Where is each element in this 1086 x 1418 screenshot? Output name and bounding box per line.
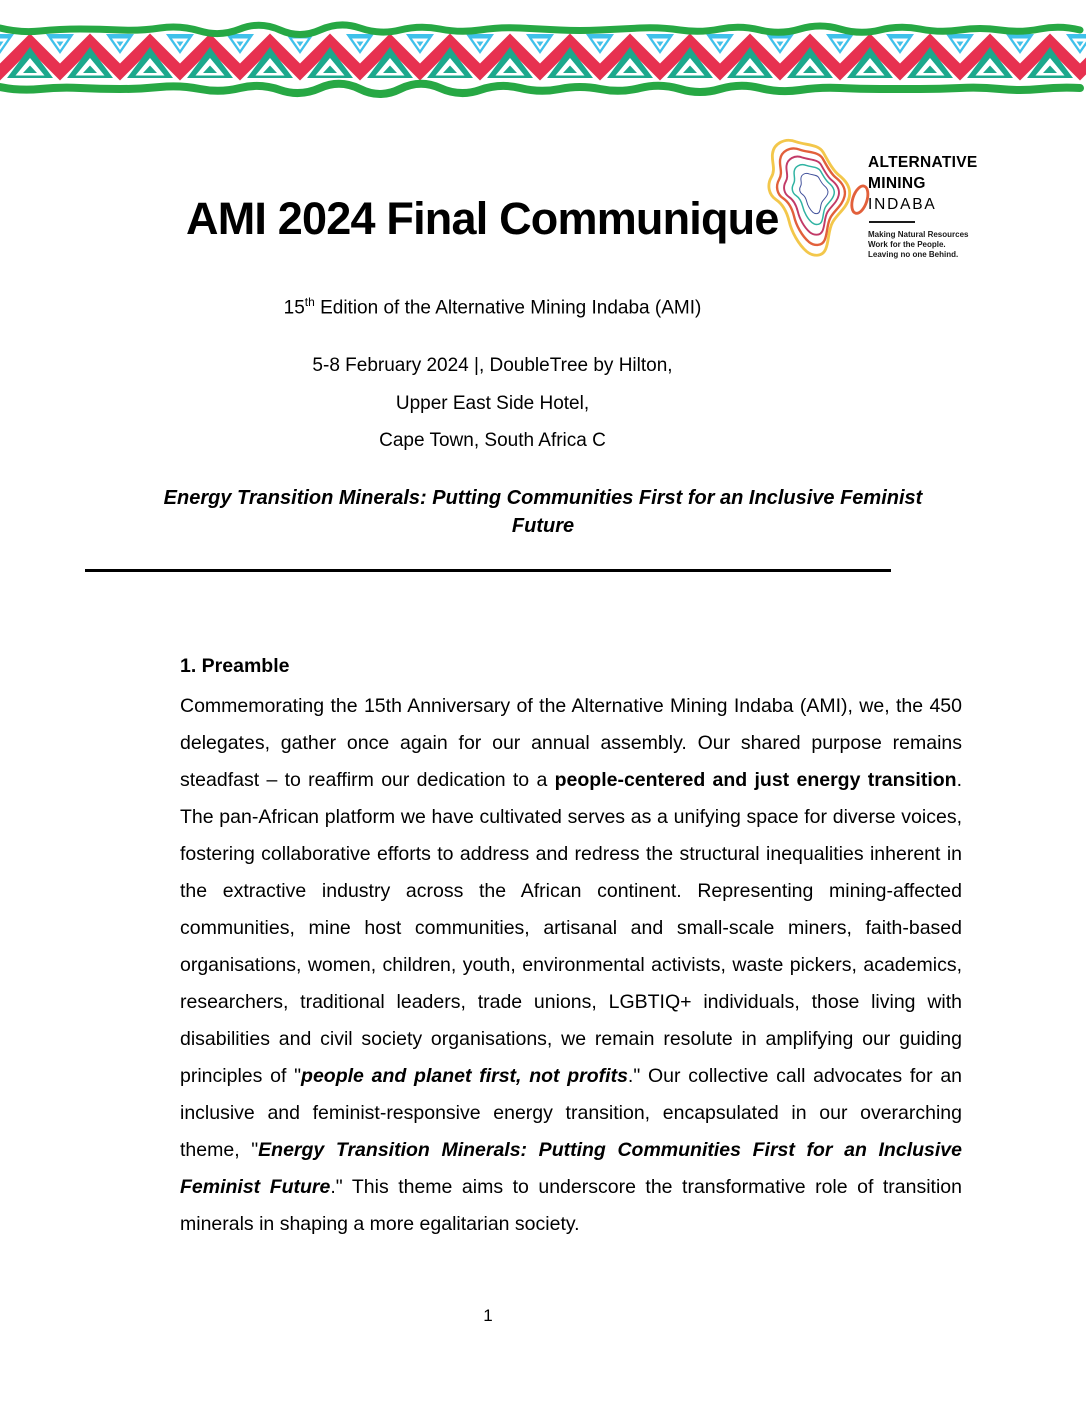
logo-tagline-line1: Making Natural Resources — [868, 230, 969, 239]
edition-ordinal-sup: th — [304, 295, 315, 309]
subtitle-hotel: Upper East Side Hotel, — [395, 393, 590, 414]
subtitle-date-venue: 5-8 February 2024 |, DoubleTree by Hilton, — [312, 355, 673, 376]
africa-ring-inner — [800, 173, 828, 213]
tribal-pattern-svg — [0, 20, 1086, 102]
page-title: AMI 2024 Final Communique — [186, 193, 779, 244]
logo-word-indaba: INDABA — [868, 196, 937, 213]
theme-line-1: Energy Transition Minerals: Putting Communities First for an Inclusive Feminist — [163, 487, 923, 509]
logo-word-mining: MINING — [868, 175, 926, 192]
tribal-pattern-border — [0, 20, 1086, 102]
logo-tagline-line2: Work for the People. — [868, 240, 946, 249]
ami-logo — [756, 128, 1006, 278]
edition-text: Edition of the Alternative Mining Indaba (AMI) — [314, 297, 702, 319]
logo-tagline-line3: Leaving no one Behind. — [868, 250, 959, 259]
theme-line-2: Future — [511, 515, 575, 537]
logo-word-alternative: ALTERNATIVE — [868, 154, 978, 171]
logo-wordmark — [868, 152, 1003, 260]
page-number: 1 — [483, 1306, 493, 1325]
logo-divider-line — [869, 221, 915, 223]
horizontal-rule — [85, 569, 891, 572]
edition-number: 15 — [283, 297, 305, 319]
subtitle-city: Cape Town, South Africa C — [379, 430, 606, 451]
subtitle-edition — [85, 295, 900, 319]
conference-theme — [108, 484, 978, 540]
section-heading-preamble: 1. Preamble — [180, 655, 290, 677]
preamble-paragraph: Commemorating the 15th Anniversary of the Alternative Mining Indaba (AMI), we, the 450 delegates, gather once again for our annual assembly. Our shared purpose remains steadfast – to reaffirm our dedication to a people-centered and just energy transition. The pan-African platform we have cultivated serves as a unifying space for diverse voices, fostering collaborative efforts to address and redress the structural inequalities inherent in the extractive industry across the African continent. Representing mining-affected communities, mine host communities, artisanal and small-scale miners, faith-based organisations, women, children, youth, environmental activists, waste pickers, academics, researchers, traditional leaders, trade unions, LGBTIQ+ individuals, those living with disabilities and civil society organisations, we remain resolute in amplifying our guiding principles of "people and planet first, not profits." Our collective call advocates for an inclusive and feminist-responsive energy transition, encapsulated in our overarching theme, "Energy Transition Minerals: Putting Communities First for an Inclusive Feminist Future." This theme aims to underscore the transformative role of transition minerals in shaping a more egalitarian society. — [180, 695, 963, 1235]
africa-outlines-icon — [756, 128, 874, 276]
